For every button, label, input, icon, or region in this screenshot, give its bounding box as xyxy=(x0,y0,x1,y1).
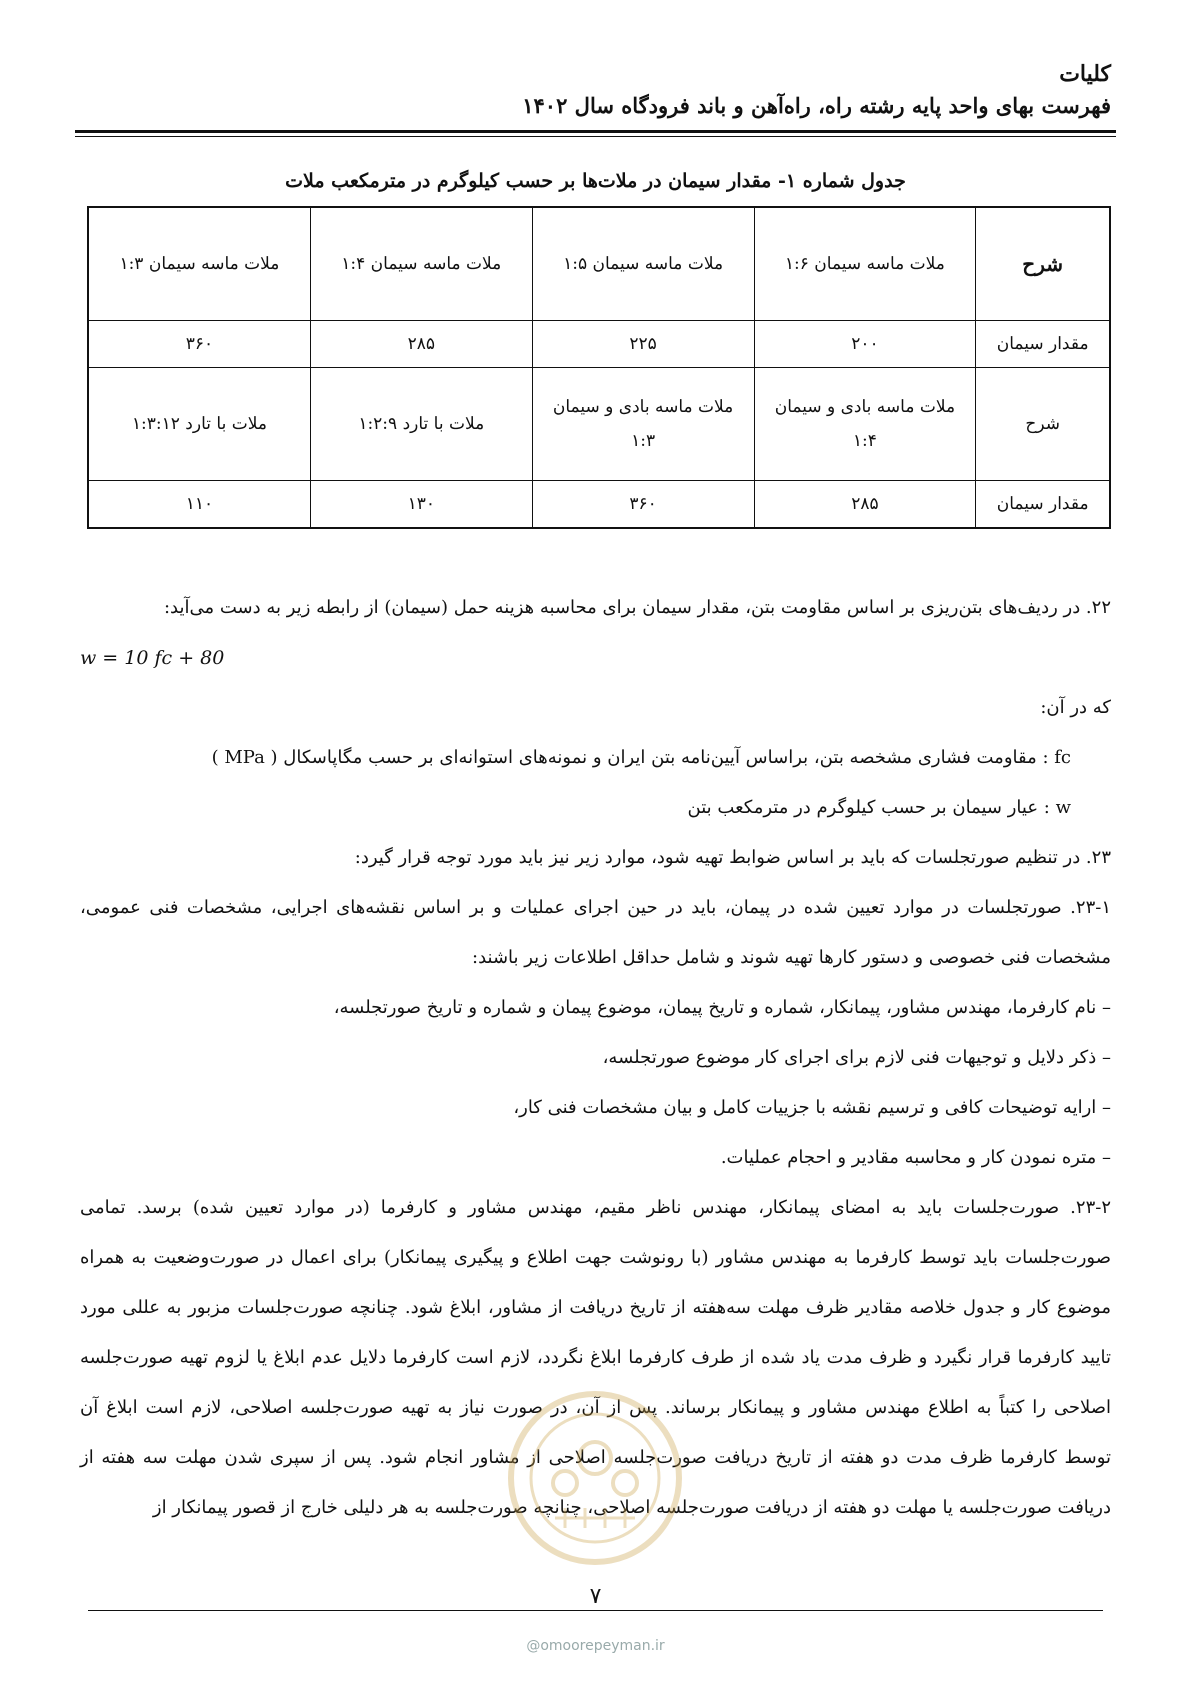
table-cell: ملات ماسه سیمان ۱:۳ xyxy=(88,207,310,321)
table-cell: ملات ماسه بادی و سیمان ۱:۳ xyxy=(532,368,754,481)
table-cell: مقدار سیمان xyxy=(976,481,1110,529)
table-cell: ملات ماسه بادی و سیمان ۱:۴ xyxy=(754,368,976,481)
table-cell: ۱۳۰ xyxy=(310,481,532,529)
table-cell: ۲۸۵ xyxy=(754,481,976,529)
table-row xyxy=(88,321,1110,368)
footer-rule xyxy=(88,1610,1103,1611)
header-rule-thick xyxy=(75,130,1116,133)
formula: w = 10 fc + 80 xyxy=(80,647,225,669)
table-cell: ملات ماسه سیمان ۱:۵ xyxy=(532,207,754,321)
table-caption: جدول شماره ۱- مقدار سیمان در ملات‌ها بر حسب کیلوگرم در مترمکعب ملات xyxy=(285,170,906,192)
site-watermark: @omoorepeyman.ir xyxy=(526,1638,665,1654)
table-cell: ملات با تارد ۱:۳:۱۲ xyxy=(88,368,310,481)
bullet-item: – ارایه توضیحات کافی و ترسیم نقشه با جزییات کامل و بیان مشخصات فنی کار، xyxy=(513,1097,1111,1118)
paragraph-23: ۲۳. در تنظیم صورتجلسات که باید بر اساس ضوابط تهیه شود، موارد زیر نیز باید مورد توجه قرار گیرد: xyxy=(354,847,1111,868)
table-cell: ملات ماسه سیمان ۱:۶ xyxy=(754,207,976,321)
table-cell: ۱۱۰ xyxy=(88,481,310,529)
header-title: کلیات xyxy=(1059,61,1111,87)
fc-definition: fc : مقاومت فشاری مشخصه بتن، براساس آیین‌نامه بتن ایران و نمونه‌های استوانه‌ای بر حسب مگاپاسکال ( MPa ) xyxy=(211,747,1071,768)
table-cell: شرح xyxy=(976,368,1110,481)
header-subtitle: فهرست بهای واحد پایه رشته راه، راه‌آهن و باند فرودگاه سال ۱۴۰۲ xyxy=(522,93,1111,118)
table-cell: ملات با تارد ۱:۲:۹ xyxy=(310,368,532,481)
table-cell: ۲۰۰ xyxy=(754,321,976,368)
table-cell: شرح xyxy=(976,207,1110,321)
table-cell: ۲۸۵ xyxy=(310,321,532,368)
table-cell: ملات ماسه سیمان ۱:۴ xyxy=(310,207,532,321)
paragraph-23-2: ۲۳-۲. صورت‌جلسات باید به امضای پیمانکار، مهندس ناظر مقیم، مهندس مشاور و کارفرما (در موارد تعیین شده) برسد. تمامی صورت‌جلسات باید توسط کارفرما به مهندس مشاور (با رونوشت جهت اطلاع و پیگیری پیمانکار) برای اعمال در صورت‌وضعیت به همراه موضوع کار و جدول خلاصه مقادیر ظرف مهلت سه‌هفته از تاریخ دریافت از مشاور، ابلاغ شود. چنانچه صورت‌جلسات مزبور به عللی مورد تایید کارفرما قرار نگیرد و ظرف مدت یاد شده از طرف کارفرما ابلاغ نگردد، لازم است کارفرما دلایل عدم ابلاغ یا لزوم تهیه صورت‌جلسه اصلاحی را کتباً به اطلاع مهندس مشاور و پیمانکار برساند. پس از آن، در صورت نیاز به تهیه صورت‌جلسه اصلاحی، لازم است ابلاغ آن توسط کارفرما ظرف مدت دو هفته از تاریخ دریافت صورت‌جلسه اصلاحی از مشاور انجام شود. پس از سپری شدن مهلت سه هفته از دریافت صورت‌جلسه یا مهلت دو هفته از دریافت صورت‌جلسه اصلاحی، چنانچه صورت‌جلسه به هر دلیلی خارج از قصور پیمانکار از xyxy=(80,1197,1111,1518)
paragraph-23-1: ۲۳-۱. صورتجلسات در موارد تعیین شده در پیمان، باید در حین اجرای عملیات و بر اساس نقشه‌های اجرایی، مشخصات فنی عمومی، مشخصات فنی خصوصی و دستور کارها تهیه شوند و شامل حداقل اطلاعات زیر باشند: xyxy=(80,897,1111,968)
table-row xyxy=(88,368,1110,481)
cement-table xyxy=(87,206,1111,529)
table-row xyxy=(88,481,1110,529)
bullet-item: – متره نمودن کار و محاسبه مقادیر و احجام عملیات. xyxy=(720,1147,1111,1168)
table-row xyxy=(88,207,1110,321)
table-cell: ۳۶۰ xyxy=(532,481,754,529)
page-header xyxy=(80,58,1111,122)
where-label: که در آن: xyxy=(1040,697,1111,718)
bullet-item: – ذکر دلایل و توجیهات فنی لازم برای اجرای کار موضوع صورتجلسه، xyxy=(602,1047,1111,1068)
w-definition: w : عیار سیمان بر حسب کیلوگرم در مترمکعب بتن xyxy=(687,797,1071,818)
seal-watermark-icon xyxy=(505,1388,685,1568)
header-rule-thin xyxy=(75,136,1116,137)
table-cell: ۳۶۰ xyxy=(88,321,310,368)
page-number: ۷ xyxy=(589,1584,602,1609)
paragraph-22: ۲۲. در ردیف‌های بتن‌ریزی بر اساس مقاومت بتن، مقدار سیمان برای محاسبه هزینه حمل (سیمان) از رابطه زیر به دست می‌آید: xyxy=(163,597,1111,618)
table-cell: ۲۲۵ xyxy=(532,321,754,368)
table-cell: مقدار سیمان xyxy=(976,321,1110,368)
bullet-item: – نام کارفرما، مهندس مشاور، پیمانکار، شماره و تاریخ پیمان، موضوع پیمان و شماره و تاریخ صورتجلسه، xyxy=(333,997,1111,1018)
